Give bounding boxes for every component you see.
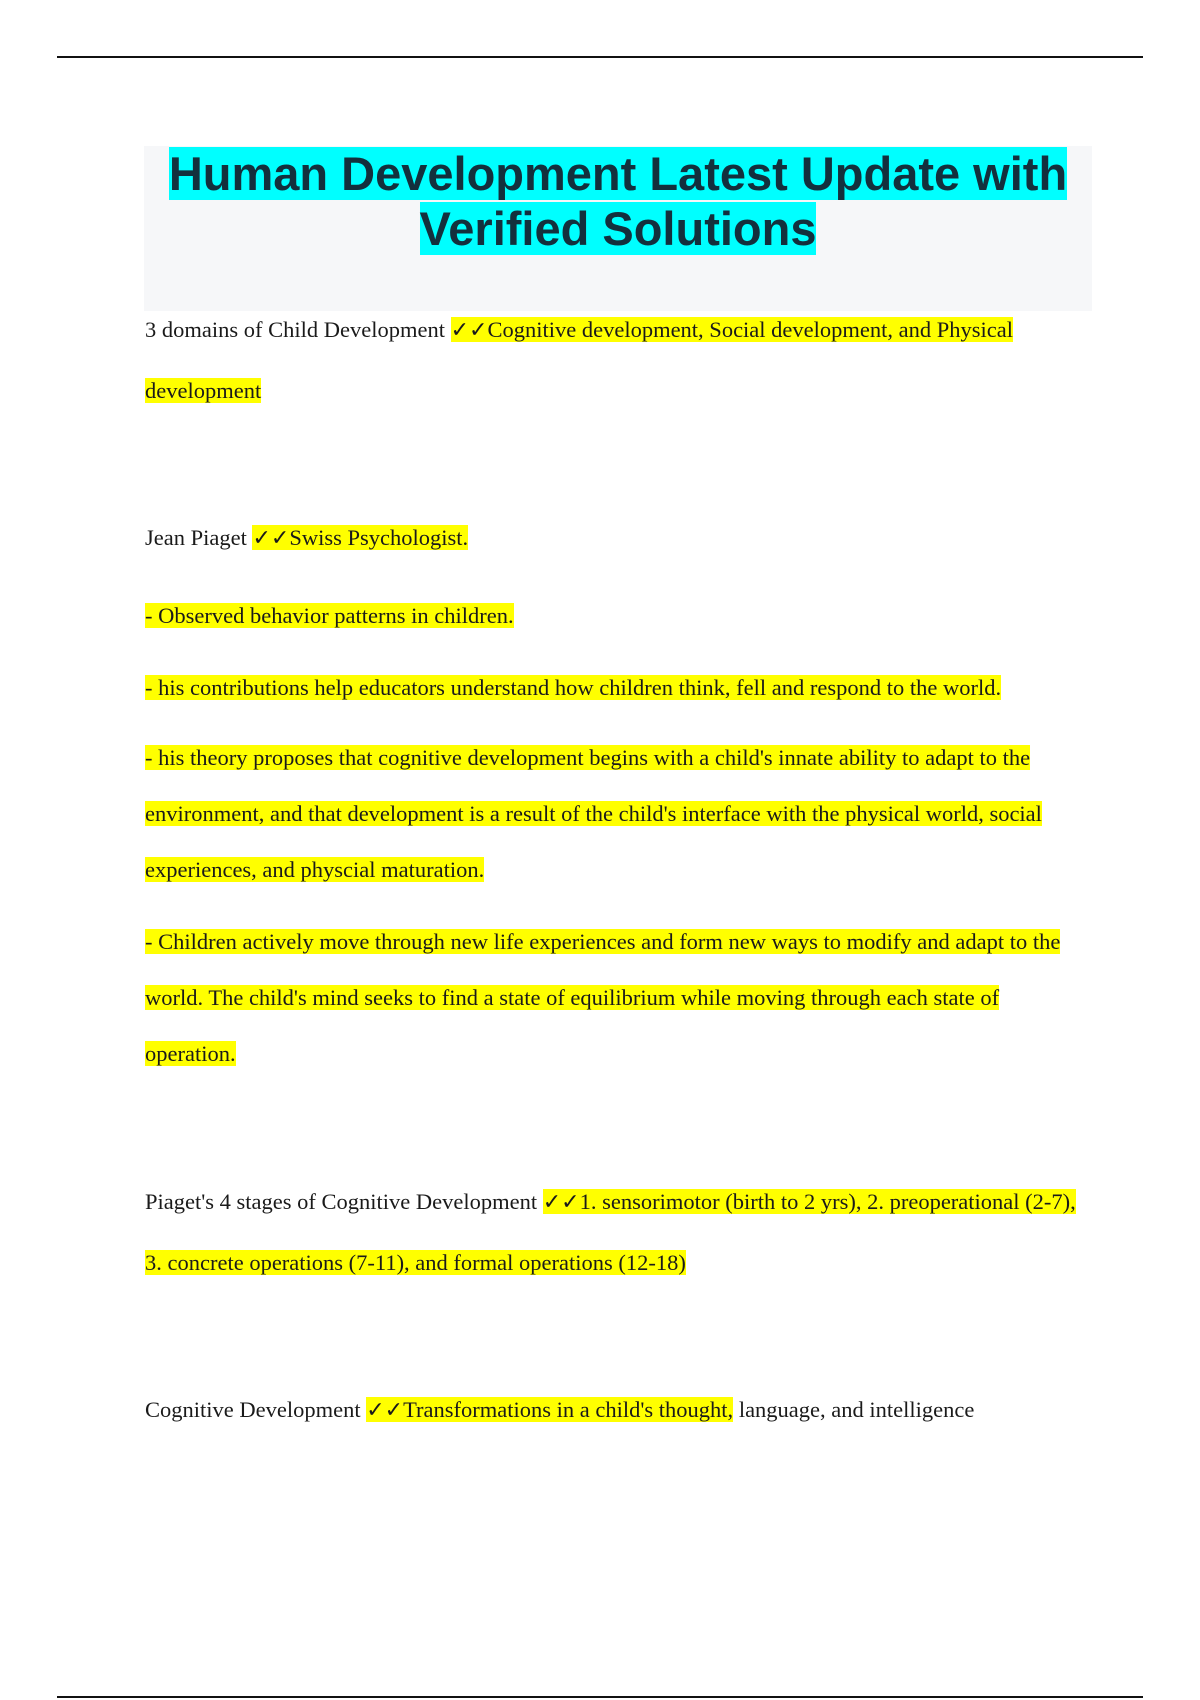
term: Jean Piaget xyxy=(145,525,247,550)
bullet-text: - Children actively move through new life experiences and form new ways to modify and adapt to the world. The child's mind seeks to find a state of equilibrium while moving through each state of operation. xyxy=(145,929,1061,1066)
double-check-icon: ✓✓ xyxy=(252,526,290,551)
double-check-icon: ✓✓ xyxy=(450,318,488,343)
top-rule xyxy=(57,56,1143,58)
double-check-icon: ✓✓ xyxy=(542,1190,580,1215)
bullet-item xyxy=(145,658,1090,718)
document-title xyxy=(144,146,1092,256)
qa-entry-cognitive xyxy=(145,1380,1090,1441)
answer-rest-text: language, and intelligence xyxy=(733,1397,975,1422)
term: Cognitive Development xyxy=(145,1397,361,1422)
bottom-rule xyxy=(57,1696,1143,1698)
answer-text: Cognitive development, Social development, and Physical development xyxy=(145,317,1013,403)
answer-highlight xyxy=(252,525,468,550)
bullet-item xyxy=(145,914,1090,1082)
qa-entry-stages xyxy=(145,1172,1090,1293)
bullet-item xyxy=(145,730,1090,898)
bullet-item xyxy=(145,586,1090,646)
double-check-icon: ✓✓ xyxy=(366,1398,404,1423)
term: Piaget's 4 stages of Cognitive Development xyxy=(145,1189,538,1214)
bullet-text: - his theory proposes that cognitive development begins with a child's innate ability to adapt to the environment, and that development is a result of the child's interface with the physical world, social experiences, and physcial maturation. xyxy=(145,745,1042,882)
qa-entry-piaget xyxy=(145,508,1090,569)
answer-text: Swiss Psychologist. xyxy=(289,525,469,550)
answer-highlight xyxy=(366,1397,733,1422)
bullet-text: - his contributions help educators understand how children think, fell and respond to the world. xyxy=(145,675,1002,700)
qa-entry-domains xyxy=(145,300,1090,421)
term: 3 domains of Child Development xyxy=(145,317,445,342)
title-text: Human Development Latest Update with Verified Solutions xyxy=(168,147,1068,255)
bullet-text: - Observed behavior patterns in children. xyxy=(145,603,514,628)
answer-text: Transformations in a child's thought, xyxy=(403,1397,734,1422)
answer-text: 1. sensorimotor (birth to 2 yrs), 2. preoperational (2-7), 3. concrete operations (7-11), and formal operations (12-18) xyxy=(145,1189,1076,1275)
